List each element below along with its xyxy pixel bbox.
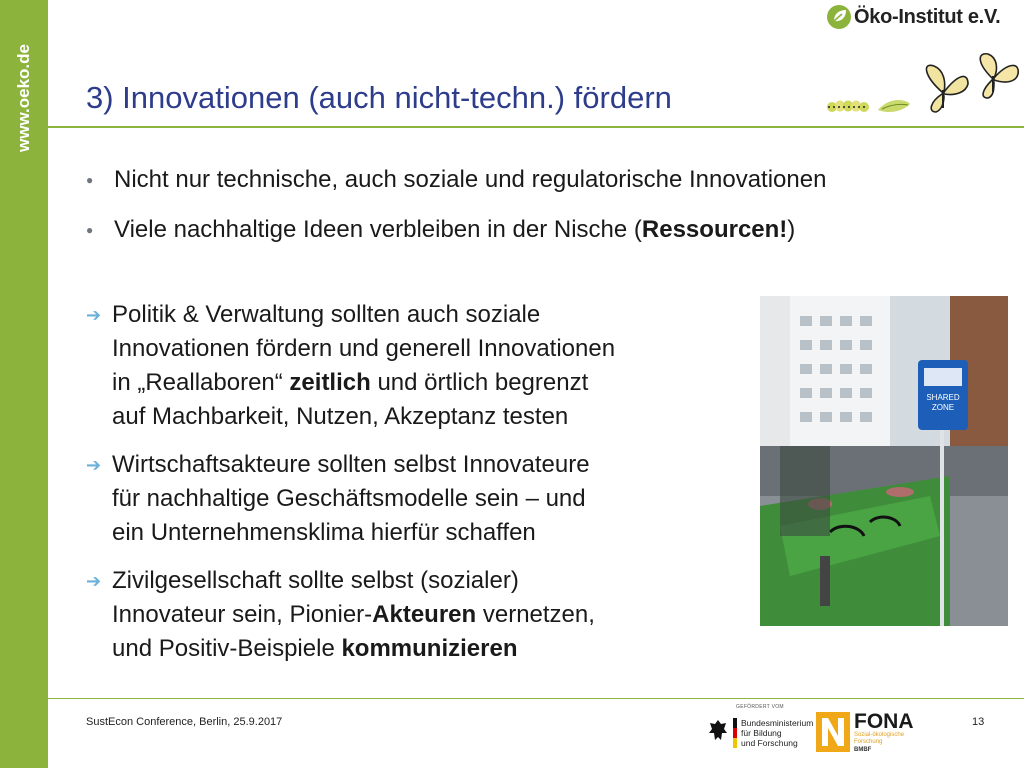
arrow-right-icon: ➔ (86, 455, 102, 475)
arrow-right-icon: ➔ (86, 571, 102, 591)
text-line: in „Reallaboren“ zeitlich und örtlich begrenzt (112, 369, 589, 396)
emphasis: Ressourcen! (641, 216, 788, 243)
recommendation-item (86, 564, 726, 666)
recommendation-text (112, 448, 590, 550)
text-line: für nachhaltige Geschäftsmodelle sein – und (112, 485, 586, 512)
svg-text:SHARED: SHARED (926, 393, 960, 402)
bullet-list (86, 166, 826, 266)
text-line: Zivilgesellschaft sollte selbst (sozialer) (112, 567, 519, 594)
street-photo (760, 296, 1008, 626)
chrysalis-icon (878, 100, 910, 112)
arrow-right-icon: ➔ (86, 305, 102, 325)
text-line: Politik & Verwaltung sollten auch soziale (112, 301, 541, 328)
emphasis: Akteuren (372, 601, 477, 628)
text-line: ein Unternehmensklima hierfür schaffen (112, 519, 536, 546)
svg-text:ZONE: ZONE (931, 403, 955, 412)
text-line: auf Machbarkeit, Nutzen, Akzeptanz testen (112, 403, 569, 430)
logo-text: Öko-Institut e.V. (854, 5, 1001, 28)
recommendation-list (86, 298, 726, 680)
page-number: 13 (972, 716, 985, 728)
text-line: Innovationen fördern und generell Innovationen (112, 335, 616, 362)
bullet-text: Viele nachhaltige Ideen verbleiben in der Nische (Ressourcen!) (114, 216, 796, 243)
recommendation-text (112, 564, 595, 666)
text-line: Wirtschaftsakteure sollten selbst Innovateure (112, 451, 590, 478)
emphasis: kommunizieren (341, 635, 518, 662)
bmbf-logo (708, 718, 813, 748)
footer-conference: SustEcon Conference, Berlin, 25.9.2017 (86, 716, 283, 728)
sidebar-band (0, 0, 48, 768)
bmbf-text: Bundesministerium für Bildung und Forschung (741, 718, 814, 748)
emphasis: zeitlich (289, 369, 371, 396)
website-url[interactable]: www.oeko.de (14, 43, 33, 153)
oeko-institut-logo (826, 4, 1000, 30)
recommendation-item (86, 448, 726, 550)
bullet-item (86, 166, 826, 194)
slide-title: 3) Innovationen (auch nicht-techn.) fördern (86, 80, 672, 115)
butterfly-icon (926, 65, 968, 112)
fona-n-icon (816, 712, 850, 752)
bullet-item (86, 216, 826, 244)
caterpillar-icon (827, 101, 869, 113)
text-line: Innovateur sein, Pionier-Akteuren vernetzen, (112, 601, 595, 628)
leaf-icon (826, 4, 852, 30)
fona-logo (816, 712, 914, 754)
bullet-dot-icon: ● (86, 173, 94, 187)
caterpillar-to-butterfly-illustration (818, 52, 1024, 124)
butterfly-icon (980, 54, 1018, 98)
fona-text: FONA Sozial-ökologische Forschung BMBF (854, 710, 914, 753)
bullet-dot-icon: ● (86, 223, 94, 237)
recommendation-item (86, 298, 726, 434)
sponsor-label: GEFÖRDERT VOM (736, 704, 784, 710)
text-line: und Positiv-Beispiele kommunizieren (112, 635, 518, 662)
flag-icon (733, 718, 737, 748)
footer-divider (48, 698, 1024, 699)
shared-zone-sign (918, 360, 968, 430)
eagle-icon (708, 718, 728, 744)
title-divider (48, 126, 1024, 128)
bullet-text: Nicht nur technische, auch soziale und regulatorische Innovationen (114, 166, 827, 193)
recommendation-text (112, 298, 615, 434)
